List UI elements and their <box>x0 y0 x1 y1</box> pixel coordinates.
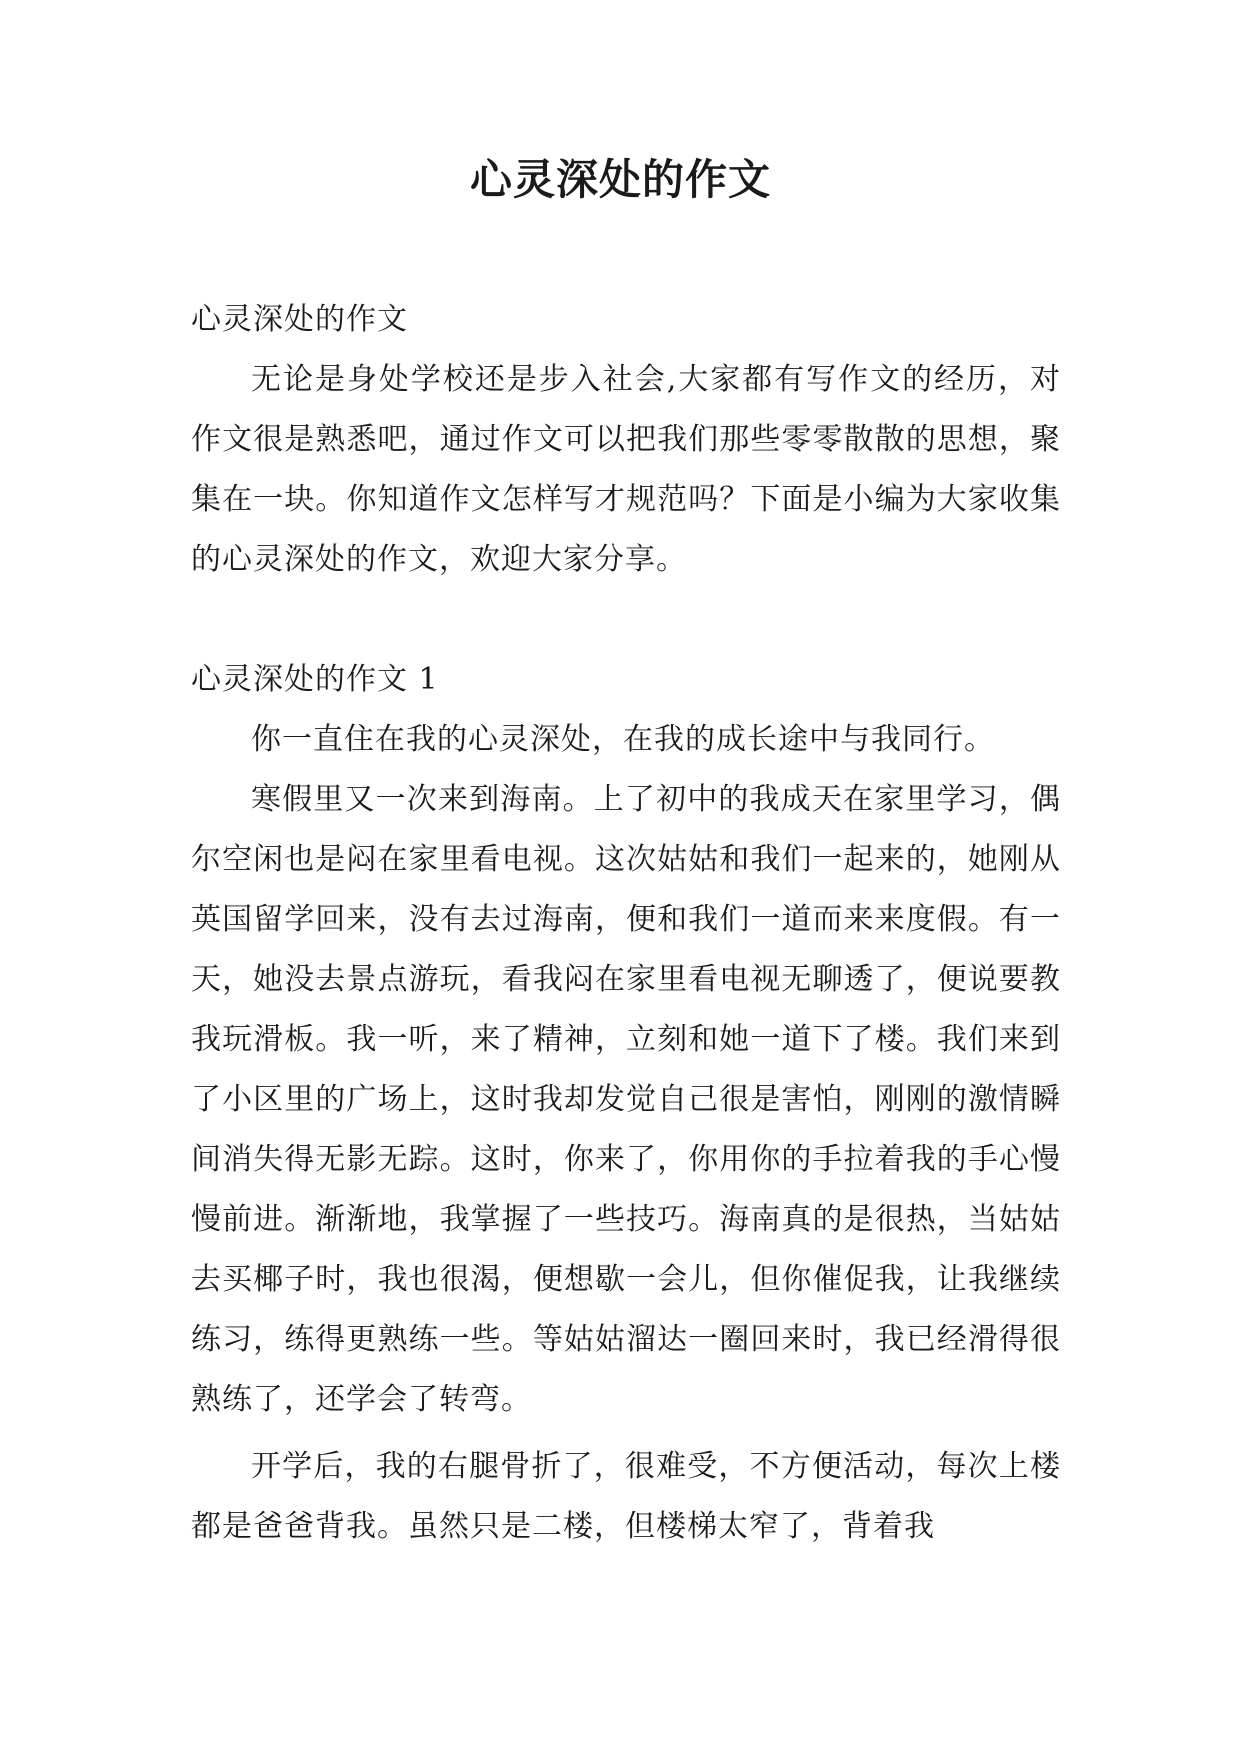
document-title: 心灵深处的作文 <box>469 155 771 204</box>
paragraph-spacer <box>191 1430 1061 1437</box>
intro-heading: 心灵深处的作文 <box>191 302 408 337</box>
intro-paragraph: 无论是身处学校还是步入社会,大家都有写作文的经历，对作文很是熟悉吧，通过作文可以把我们那些零零散散的思想，聚集在一块。你知道作文怎样写才规范吗？下面是小编为大家收集的心灵深处的作文，欢迎大家分享。 <box>191 362 1061 577</box>
section-1-paragraph-3: 开学后，我的右腿骨折了，很难受，不方便活动，每次上楼都是爸爸背我。虽然只是二楼，但楼梯太窄了，背着我 <box>191 1449 1061 1544</box>
section-spacer <box>191 590 1061 650</box>
document-body <box>191 290 1061 1557</box>
section-1-paragraph-1: 你一直住在我的心灵深处，在我的成长途中与我同行。 <box>251 722 995 757</box>
section-1-heading: 心灵深处的作文 1 <box>191 662 439 697</box>
section-1-paragraph-2: 寒假里又一次来到海南。上了初中的我成天在家里学习，偶尔空闲也是闷在家里看电视。这次姑姑和我们一起来的，她刚从英国留学回来，没有去过海南，便和我们一道而来来度假。有一天，她没去景点游玩，看我闷在家里看电视无聊透了，便说要教我玩滑板。我一听，来了精神，立刻和她一道下了楼。我们来到了小区里的广场上，这时我却发觉自己很是害怕，刚刚的激情瞬间消失得无影无踪。这时，你来了，你用你的手拉着我的手心慢慢前进。渐渐地，我掌握了一些技巧。海南真的是很热，当姑姑去买椰子时，我也很渴，便想歇一会儿，但你催促我，让我继续练习，练得更熟练一些。等姑姑溜达一圈回来时，我已经滑得很熟练了，还学会了转弯。 <box>191 782 1061 1417</box>
